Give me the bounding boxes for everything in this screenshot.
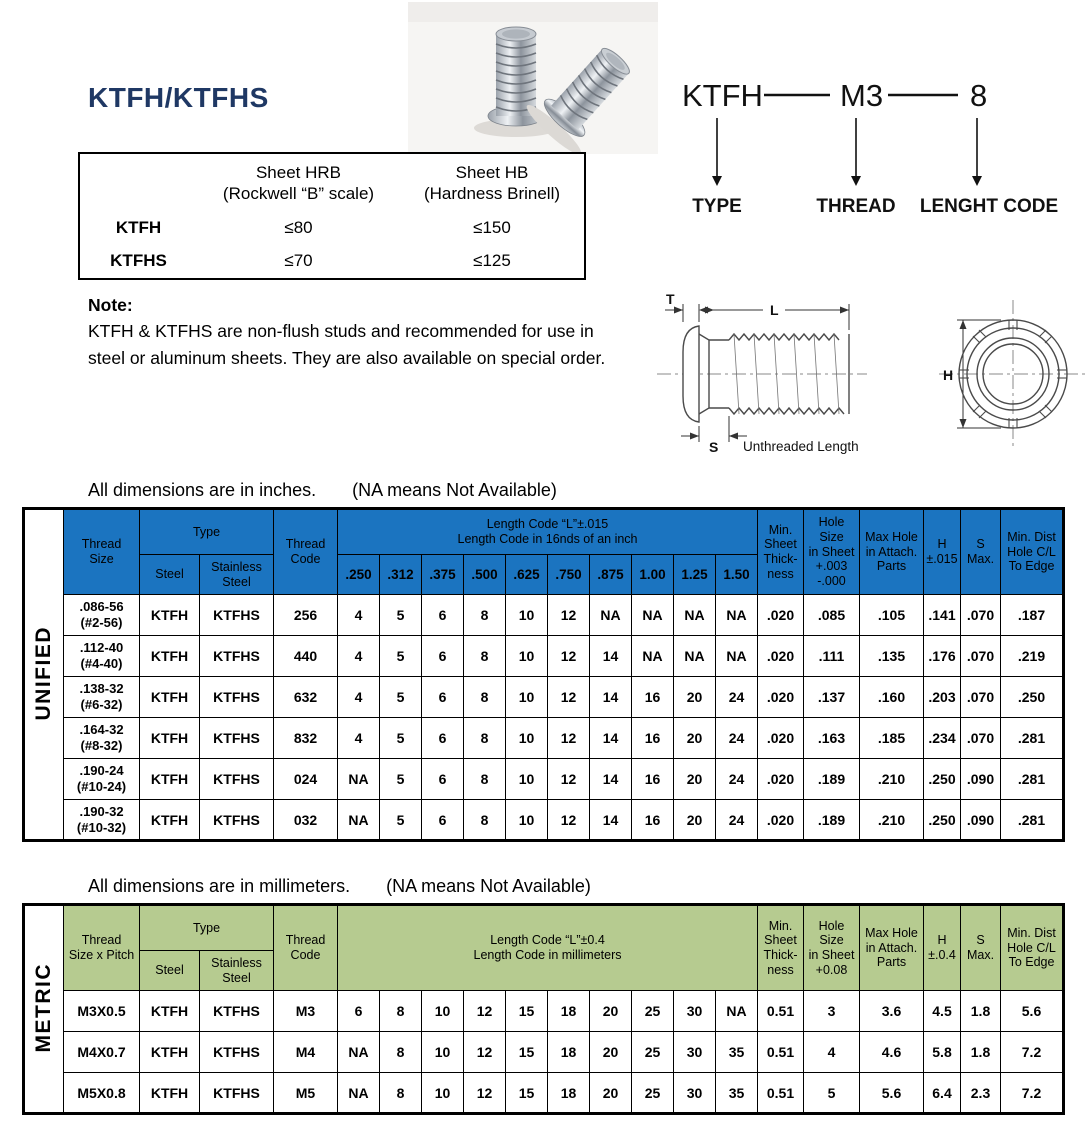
- min-dist-cell: 7.2: [1001, 1032, 1064, 1073]
- col-header-stainless: Stainless Steel: [200, 555, 274, 595]
- length-code-cell: 10: [422, 1073, 464, 1114]
- hole-size-cell: .163: [804, 718, 860, 759]
- hardness-hb-value: ≤125: [473, 251, 511, 270]
- col-header-length: 1.25: [674, 555, 716, 595]
- thread-code-cell: 832: [274, 718, 338, 759]
- col-header-thread-size: Thread Size x Pitch: [64, 905, 140, 991]
- s-cell: .090: [961, 800, 1001, 841]
- col-header-s: S Max.: [961, 905, 1001, 991]
- col-header-length-code: Length Code “L”±0.4 Length Code in millimeters: [338, 905, 758, 991]
- length-code-cell: 6: [422, 718, 464, 759]
- length-code-cell: 12: [464, 1073, 506, 1114]
- max-hole-cell: .210: [860, 800, 924, 841]
- length-code-cell: 12: [548, 718, 590, 759]
- length-code-cell: 20: [590, 1073, 632, 1114]
- table-row: [24, 1073, 1064, 1114]
- table-row: [24, 800, 1064, 841]
- part-length-value: 8: [970, 78, 988, 113]
- length-code-cell: 24: [716, 718, 758, 759]
- hole-size-cell: .137: [804, 677, 860, 718]
- length-code-cell: NA: [674, 595, 716, 636]
- col-header-h: H ±.0.4: [924, 905, 961, 991]
- steel-type-cell: KTFH: [140, 991, 200, 1032]
- length-code-cell: 16: [632, 800, 674, 841]
- length-code-cell: 5: [380, 718, 422, 759]
- min-sheet-cell: .020: [758, 718, 804, 759]
- length-code-cell: 6: [422, 677, 464, 718]
- length-code-cell: 20: [674, 718, 716, 759]
- length-code-cell: 25: [632, 991, 674, 1032]
- product-photo: [408, 2, 658, 159]
- min-sheet-cell: .020: [758, 759, 804, 800]
- length-code-cell: 8: [464, 595, 506, 636]
- hardness-hrb-value: ≤70: [284, 251, 313, 270]
- min-dist-cell: 7.2: [1001, 1073, 1064, 1114]
- part-type-value: KTFH: [682, 78, 763, 113]
- stainless-type-cell: KTFHS: [200, 800, 274, 841]
- thread-code-cell: 632: [274, 677, 338, 718]
- length-code-cell: NA: [716, 595, 758, 636]
- thread-size-cell: .190-24 (#10-24): [64, 759, 140, 800]
- min-dist-cell: 5.6: [1001, 991, 1064, 1032]
- h-cell: 5.8: [924, 1032, 961, 1073]
- s-cell: 1.8: [961, 991, 1001, 1032]
- length-code-cell: 8: [464, 718, 506, 759]
- min-sheet-cell: .020: [758, 595, 804, 636]
- h-cell: .250: [924, 759, 961, 800]
- length-code-cell: 18: [548, 991, 590, 1032]
- length-code-cell: 4: [338, 718, 380, 759]
- table-row: [24, 759, 1064, 800]
- min-sheet-cell: .020: [758, 677, 804, 718]
- length-code-cell: 24: [716, 759, 758, 800]
- length-code-cell: 14: [590, 677, 632, 718]
- length-code-cell: 12: [548, 677, 590, 718]
- na-note: (NA means Not Available): [386, 876, 591, 896]
- length-code-cell: NA: [674, 636, 716, 677]
- length-code-cell: 14: [590, 636, 632, 677]
- hole-size-cell: 4: [804, 1032, 860, 1073]
- max-hole-cell: .135: [860, 636, 924, 677]
- col-header-length: .375: [422, 555, 464, 595]
- length-code-cell: 12: [548, 800, 590, 841]
- min-dist-cell: .281: [1001, 759, 1064, 800]
- stainless-type-cell: KTFHS: [200, 759, 274, 800]
- technical-drawing: [643, 286, 1090, 465]
- length-code-cell: 10: [506, 718, 548, 759]
- length-code-cell: 10: [422, 1032, 464, 1073]
- hole-size-cell: .085: [804, 595, 860, 636]
- table-row: [79, 211, 585, 245]
- h-cell: .176: [924, 636, 961, 677]
- length-code-cell: 35: [716, 1032, 758, 1073]
- hole-size-cell: .189: [804, 759, 860, 800]
- col-header-thread-code: Thread Code: [274, 905, 338, 991]
- table-row: [24, 677, 1064, 718]
- steel-type-cell: KTFH: [140, 677, 200, 718]
- dim-h-label: H: [943, 367, 954, 383]
- length-code-cell: 20: [590, 1032, 632, 1073]
- thread-size-cell: M5X0.8: [64, 1073, 140, 1114]
- unified-caption: All dimensions are in inches. (NA means Not Available): [88, 480, 557, 500]
- s-cell: .070: [961, 718, 1001, 759]
- col-header-length: .250: [338, 555, 380, 595]
- s-cell: 1.8: [961, 1032, 1001, 1073]
- length-code-cell: 12: [548, 636, 590, 677]
- thread-size-cell: .164-32 (#8-32): [64, 718, 140, 759]
- length-code-cell: 6: [422, 636, 464, 677]
- length-code-cell: 30: [674, 991, 716, 1032]
- h-cell: 4.5: [924, 991, 961, 1032]
- thread-code-cell: M3: [274, 991, 338, 1032]
- max-hole-cell: .210: [860, 759, 924, 800]
- stainless-type-cell: KTFHS: [200, 718, 274, 759]
- max-hole-cell: 3.6: [860, 991, 924, 1032]
- length-code-cell: 5: [380, 636, 422, 677]
- length-code-cell: 10: [506, 595, 548, 636]
- hardness-row-name: KTFHS: [110, 251, 167, 270]
- col-header-h: H ±.015: [924, 509, 961, 595]
- col-header-max-hole: Max Hole in Attach. Parts: [860, 905, 924, 991]
- length-code-cell: 14: [590, 800, 632, 841]
- stainless-type-cell: KTFHS: [200, 677, 274, 718]
- length-code-cell: NA: [716, 636, 758, 677]
- stainless-type-cell: KTFHS: [200, 595, 274, 636]
- length-code-cell: 15: [506, 1073, 548, 1114]
- stainless-type-cell: KTFHS: [200, 991, 274, 1032]
- length-code-cell: 8: [464, 759, 506, 800]
- thread-code-cell: 440: [274, 636, 338, 677]
- length-code-cell: 8: [464, 636, 506, 677]
- table-row: [24, 636, 1064, 677]
- col-header-length: 1.50: [716, 555, 758, 595]
- steel-type-cell: KTFH: [140, 718, 200, 759]
- note-text: KTFH & KTFHS are non-flush studs and recommended for use in steel or aluminum sheets. They are also available on special order.: [88, 321, 606, 368]
- thread-code-cell: M5: [274, 1073, 338, 1114]
- hardness-col-hb: Sheet HB (Hardness Brinell): [423, 163, 561, 204]
- max-hole-cell: 4.6: [860, 1032, 924, 1073]
- max-hole-cell: 5.6: [860, 1073, 924, 1114]
- min-sheet-cell: .020: [758, 800, 804, 841]
- length-code-cell: 14: [590, 718, 632, 759]
- thread-size-cell: .086-56 (#2-56): [64, 595, 140, 636]
- s-cell: .070: [961, 636, 1001, 677]
- note-block: [88, 292, 633, 371]
- hole-size-cell: 3: [804, 991, 860, 1032]
- part-thread-label: THREAD: [816, 196, 896, 217]
- length-code-cell: 16: [632, 718, 674, 759]
- length-code-cell: NA: [338, 1032, 380, 1073]
- thread-size-cell: .190-32 (#10-32): [64, 800, 140, 841]
- length-code-cell: 35: [716, 1073, 758, 1114]
- hardness-row-name: KTFH: [115, 217, 162, 237]
- steel-type-cell: KTFH: [140, 800, 200, 841]
- length-code-cell: 12: [548, 759, 590, 800]
- length-code-cell: 12: [464, 1032, 506, 1073]
- hole-size-cell: .111: [804, 636, 860, 677]
- length-code-cell: 8: [464, 800, 506, 841]
- col-header-hole-size: Hole Size in Sheet +.003 -.000: [804, 509, 860, 595]
- length-code-cell: 18: [548, 1032, 590, 1073]
- min-sheet-cell: 0.51: [758, 1032, 804, 1073]
- col-header-length-code: Length Code “L”±.015 Length Code in 16nds of an inch: [338, 509, 758, 555]
- col-header-min-dist: Min. Dist Hole C/L To Edge: [1001, 509, 1064, 595]
- thread-size-cell: .112-40 (#4-40): [64, 636, 140, 677]
- length-code-cell: 5: [380, 595, 422, 636]
- length-code-cell: 6: [422, 800, 464, 841]
- col-header-type: Type: [140, 905, 274, 951]
- h-cell: .250: [924, 800, 961, 841]
- steel-type-cell: KTFH: [140, 636, 200, 677]
- length-code-cell: 6: [422, 759, 464, 800]
- length-code-cell: 20: [674, 800, 716, 841]
- length-code-cell: 25: [632, 1032, 674, 1073]
- hardness-col-hrb: Sheet HRB (Rockwell “B” scale): [222, 163, 375, 204]
- max-hole-cell: .185: [860, 718, 924, 759]
- col-header-max-hole: Max Hole in Attach. Parts: [860, 509, 924, 595]
- col-header-thread-code: Thread Code: [274, 509, 338, 595]
- dim-s-label: S: [709, 439, 719, 455]
- h-cell: 6.4: [924, 1073, 961, 1114]
- length-code-cell: 12: [548, 595, 590, 636]
- col-header-s: S Max.: [961, 509, 1001, 595]
- length-code-cell: 15: [506, 1032, 548, 1073]
- col-header-length: 1.00: [632, 555, 674, 595]
- stainless-type-cell: KTFHS: [200, 1073, 274, 1114]
- length-code-cell: 12: [464, 991, 506, 1032]
- length-code-cell: 25: [632, 1073, 674, 1114]
- length-code-cell: NA: [338, 800, 380, 841]
- part-number-diagram: [652, 68, 1087, 225]
- h-cell: .234: [924, 718, 961, 759]
- unified-spec-table: [22, 507, 1065, 842]
- length-code-cell: 8: [464, 677, 506, 718]
- min-dist-cell: .219: [1001, 636, 1064, 677]
- col-header-length: .875: [590, 555, 632, 595]
- col-header-min-dist: Min. Dist Hole C/L To Edge: [1001, 905, 1064, 991]
- col-header-thread-size: Thread Size: [64, 509, 140, 595]
- length-code-cell: 18: [548, 1073, 590, 1114]
- length-code-cell: 5: [380, 800, 422, 841]
- length-code-cell: 6: [338, 991, 380, 1032]
- hole-size-cell: .189: [804, 800, 860, 841]
- max-hole-cell: .160: [860, 677, 924, 718]
- metric-side-label: METRIC: [24, 905, 64, 1114]
- hardness-table: [78, 152, 586, 280]
- metric-table-body: [24, 905, 1064, 1114]
- table-row: [24, 991, 1064, 1032]
- table-row: [79, 245, 585, 279]
- length-code-cell: 16: [632, 677, 674, 718]
- thread-size-cell: M4X0.7: [64, 1032, 140, 1073]
- length-code-cell: NA: [632, 636, 674, 677]
- min-sheet-cell: .020: [758, 636, 804, 677]
- length-code-cell: NA: [590, 595, 632, 636]
- thread-size-cell: .138-32 (#6-32): [64, 677, 140, 718]
- table-row: [24, 595, 1064, 636]
- unthreaded-length-label: Unthreaded Length: [743, 439, 859, 454]
- length-code-cell: 8: [380, 991, 422, 1032]
- length-code-cell: 10: [506, 800, 548, 841]
- hole-size-cell: 5: [804, 1073, 860, 1114]
- col-header-min-sheet: Min. Sheet Thick- ness: [758, 905, 804, 991]
- length-code-cell: 10: [506, 759, 548, 800]
- length-code-cell: 20: [674, 677, 716, 718]
- length-code-cell: 4: [338, 595, 380, 636]
- thread-size-cell: M3X0.5: [64, 991, 140, 1032]
- col-header-type: Type: [140, 509, 274, 555]
- steel-type-cell: KTFH: [140, 1073, 200, 1114]
- length-code-cell: 24: [716, 800, 758, 841]
- length-code-cell: 10: [506, 677, 548, 718]
- length-code-cell: 15: [506, 991, 548, 1032]
- hardness-hb-value: ≤150: [473, 217, 511, 237]
- s-cell: 2.3: [961, 1073, 1001, 1114]
- part-type-label: TYPE: [692, 196, 742, 217]
- length-code-cell: NA: [338, 1073, 380, 1114]
- hardness-hrb-value: ≤80: [284, 217, 313, 237]
- h-cell: .203: [924, 677, 961, 718]
- length-code-cell: 20: [674, 759, 716, 800]
- min-sheet-cell: 0.51: [758, 991, 804, 1032]
- part-thread-value: M3: [840, 78, 884, 113]
- thread-code-cell: 256: [274, 595, 338, 636]
- unified-table-body: [24, 509, 1064, 841]
- page-title: KTFH/KTFHS: [88, 82, 269, 113]
- s-cell: .070: [961, 595, 1001, 636]
- steel-type-cell: KTFH: [140, 1032, 200, 1073]
- col-header-steel: Steel: [140, 951, 200, 991]
- length-code-cell: 8: [380, 1073, 422, 1114]
- length-code-cell: 5: [380, 677, 422, 718]
- col-header-length: .500: [464, 555, 506, 595]
- min-dist-cell: .250: [1001, 677, 1064, 718]
- length-code-cell: NA: [716, 991, 758, 1032]
- col-header-length: .750: [548, 555, 590, 595]
- min-dist-cell: .281: [1001, 718, 1064, 759]
- col-header-min-sheet: Min. Sheet Thick- ness: [758, 509, 804, 595]
- s-cell: .090: [961, 759, 1001, 800]
- stainless-type-cell: KTFHS: [200, 636, 274, 677]
- col-header-length: .625: [506, 555, 548, 595]
- unified-side-label: UNIFIED: [24, 509, 64, 841]
- na-note: (NA means Not Available): [352, 480, 557, 500]
- length-code-cell: 10: [422, 991, 464, 1032]
- length-code-cell: 5: [380, 759, 422, 800]
- metric-caption: All dimensions are in millimeters. (NA means Not Available): [88, 876, 591, 896]
- dimension-arrows: [674, 307, 967, 440]
- s-cell: .070: [961, 677, 1001, 718]
- dim-t-label: T: [666, 291, 675, 307]
- col-header-hole-size: Hole Size in Sheet +0.08: [804, 905, 860, 991]
- length-code-cell: 20: [590, 991, 632, 1032]
- part-length-label: LENGHT CODE: [919, 196, 1059, 217]
- length-code-cell: 6: [422, 595, 464, 636]
- col-header-stainless: Stainless Steel: [200, 951, 274, 991]
- metric-spec-table: [22, 903, 1065, 1115]
- col-header-length: .312: [380, 555, 422, 595]
- thread-code-cell: M4: [274, 1032, 338, 1073]
- length-code-cell: NA: [338, 759, 380, 800]
- steel-type-cell: KTFH: [140, 759, 200, 800]
- length-code-cell: 4: [338, 677, 380, 718]
- length-code-cell: 4: [338, 636, 380, 677]
- length-code-cell: 24: [716, 677, 758, 718]
- max-hole-cell: .105: [860, 595, 924, 636]
- length-code-cell: 14: [590, 759, 632, 800]
- stainless-type-cell: KTFHS: [200, 1032, 274, 1073]
- h-cell: .141: [924, 595, 961, 636]
- thread-code-cell: 024: [274, 759, 338, 800]
- length-code-cell: 30: [674, 1073, 716, 1114]
- length-code-cell: 30: [674, 1032, 716, 1073]
- length-code-cell: 8: [380, 1032, 422, 1073]
- length-code-cell: NA: [632, 595, 674, 636]
- note-label: Note:: [88, 295, 133, 315]
- table-row: [24, 1032, 1064, 1073]
- arrow-heads: [712, 176, 982, 186]
- min-sheet-cell: 0.51: [758, 1073, 804, 1114]
- dim-l-label: L: [770, 302, 779, 318]
- length-code-cell: 10: [506, 636, 548, 677]
- length-code-cell: 16: [632, 759, 674, 800]
- thread-code-cell: 032: [274, 800, 338, 841]
- min-dist-cell: .187: [1001, 595, 1064, 636]
- table-row: [24, 718, 1064, 759]
- steel-type-cell: KTFH: [140, 595, 200, 636]
- min-dist-cell: .281: [1001, 800, 1064, 841]
- col-header-steel: Steel: [140, 555, 200, 595]
